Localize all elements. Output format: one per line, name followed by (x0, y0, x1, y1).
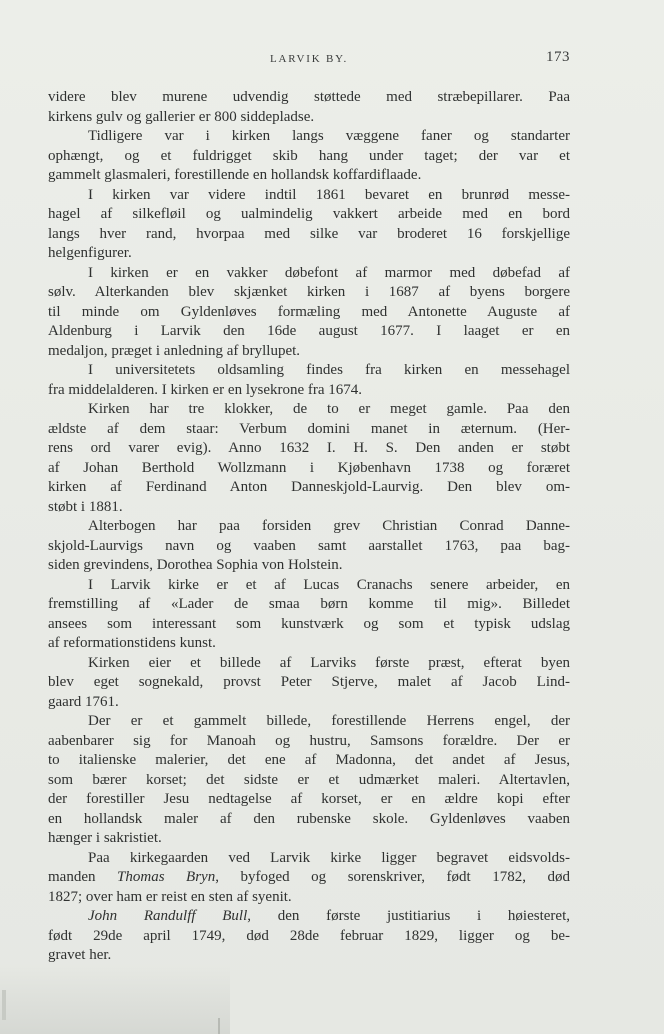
text-line: Paa kirkegaarden ved Larvik kirke ligger begravet eidsvolds- (88, 849, 570, 866)
text-line: fremstilling af «Lader de smaa børn komme til mig». Billedet (48, 596, 570, 612)
text-line: I universitetets oldsamling findes fra kirken en messehagel (88, 362, 570, 378)
text-line: I kirken var videre indtil 1861 bevaret en brunrød messe- (88, 186, 570, 203)
text-line: kirkens gulv og gallerier er 800 siddepladse. (48, 108, 315, 125)
text-line: rens ord varer evig). Anno 1632 I. H. S. Den anden er støbt (48, 440, 570, 456)
text-line: langs hver rand, hvorpaa med silke var broderet 16 forskjellige (48, 225, 570, 242)
text-line: af Johan Berthold Wollzmann i Kjøbenhavn 1738 og foræret (48, 459, 570, 476)
text-line: fra middelalderen. I kirken er en lysekrone fra 1674. (48, 381, 363, 398)
text-line: ansees som interessant som kunstværk og som et typisk udslag (48, 615, 570, 632)
text-line: hænger i sakristiet. (48, 830, 162, 846)
text-line: født 29de april 1749, død 28de februar 1829, ligger og be- (48, 927, 570, 944)
text-line: skjold-Laurvigs navn og vaaben samt aarstallet 1763, paa bag- (48, 537, 570, 554)
text-line: medaljon, præget i anledning af bryllupet. (48, 342, 301, 359)
text-line: 1827; over ham er reist en sten af syenit. (48, 888, 292, 905)
text-line: sølv. Alterkanden blev skjænket kirken i 1687 af byens borgere (48, 284, 570, 300)
page-edge-shadow (0, 964, 230, 1034)
text-line: kirken af Ferdinand Anton Danneskjold-Laurvig. Den blev om- (48, 479, 570, 495)
page-edge-mark (218, 1018, 220, 1034)
text-line: ophængt, og et fuldrigget skib hang under taget; der var et (48, 147, 570, 164)
text-line: I kirken er en vakker døbefont af marmor med døbefad af (88, 264, 570, 281)
text-line: I Larvik kirke er et af Lucas Cranachs senere arbeider, en (88, 576, 570, 593)
text-line: til minde om Gyldenløves formæling med Antonette Auguste af (48, 303, 570, 320)
text-line: siden grevindens, Dorothea Sophia von Holstein. (48, 557, 343, 573)
text-line: hagel af silkefløil og ualmindelig vakkert arbeide med en bord (48, 206, 570, 222)
text-line: gravet her. (48, 947, 112, 963)
text-line: Tidligere var i kirken langs væggene faner og standarter (88, 128, 570, 144)
text-line: manden Thomas Bryn, byfoged og sorenskriver, født 1782, død (48, 869, 570, 885)
text-line: gaard 1761. (48, 693, 119, 710)
text-line: Kirken eier et billede af Larviks første præst, efterat byen (88, 654, 570, 671)
text-line: ældste af dem staar: Verbum domini manet in æternum. (Her- (48, 420, 570, 437)
text-line: en hollandsk maler af den rubenske skole. Gyldenløves vaaben (48, 810, 570, 827)
text-line: som bærer korset; det sidste er et udmærket maleri. Altertavlen, (48, 771, 570, 788)
text-line: der forestiller Jesu nedtagelse af korset, er en ældre kopi efter (48, 791, 570, 807)
text-line: Alterbogen har paa forsiden grev Christian Conrad Danne- (88, 518, 570, 534)
text-line: af reformationstidens kunst. (48, 635, 216, 651)
text-line: helgenfigurer. (48, 245, 132, 261)
text-body (48, 88, 570, 966)
binding-mark (2, 990, 6, 1020)
running-head (48, 49, 570, 69)
running-title: LARVIK BY. (269, 53, 349, 65)
text-line: videre blev murene udvendig støttede med stræbepillarer. Paa (48, 89, 570, 105)
text-line: blev eget sognekald, provst Peter Stjerve, malet af Jacob Lind- (48, 674, 570, 690)
text-line: to italienske malerier, det ene af Madonna, det andet af Jesus, (48, 752, 570, 768)
text-line: John Randulff Bull, den første justitiarius i høiesteret, (88, 908, 570, 924)
italic-name: Thomas Bryn (117, 869, 216, 885)
text-line: aabenbarer sig for Manoah og hustru, Samsons forældre. Der er (48, 732, 570, 749)
text-line: støbt i 1881. (48, 498, 123, 515)
text-line: Aldenburg i Larvik den 16de august 1677. I laaget er en (48, 323, 570, 339)
text-line: Der er et gammelt billede, forestillende Herrens engel, der (88, 713, 570, 729)
page-number: 173 (546, 49, 570, 65)
text-line: gammelt glasmaleri, forestillende en hollandsk koffardiflaade. (48, 167, 422, 183)
text-line: Kirken har tre klokker, de to er meget gamle. Paa den (88, 401, 570, 417)
italic-name: John Randulff Bull (88, 908, 248, 924)
